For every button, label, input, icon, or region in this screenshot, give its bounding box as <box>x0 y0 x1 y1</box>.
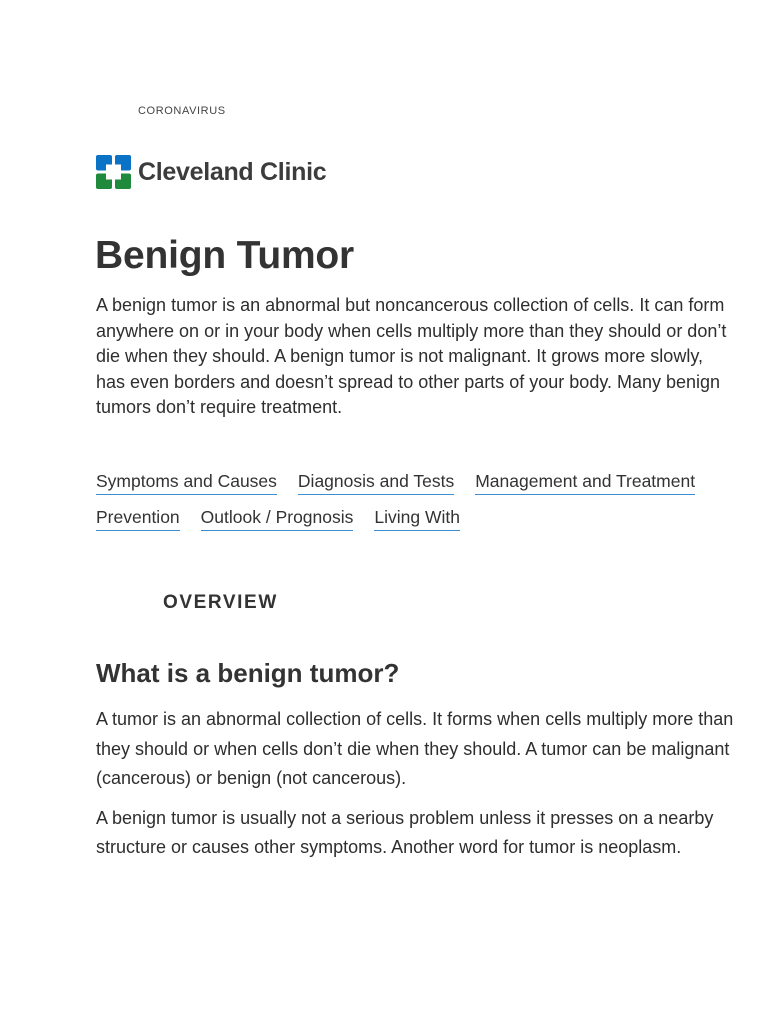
body-paragraph: A tumor is an abnormal collection of cells. It forms when cells multiply more than they should or when cells don’t die when they should. A tumor can be malignant (cancerous) or benign (not cancerous). <box>96 709 734 788</box>
section-heading: What is a benign tumor? <box>96 658 400 688</box>
logo-wordmark: Cleveland Clinic <box>138 157 327 186</box>
toc-link-management-and-treatment[interactable]: Management and Treatment <box>475 470 695 495</box>
section-label-overview: OVERVIEW <box>163 592 278 613</box>
page-title: Benign Tumor <box>95 234 355 277</box>
cleveland-clinic-cross-icon <box>96 155 131 189</box>
article-body <box>96 705 736 873</box>
toc-link-symptoms-and-causes[interactable]: Symptoms and Causes <box>96 470 277 495</box>
toc-link-prevention[interactable]: Prevention <box>96 506 180 531</box>
table-of-contents <box>96 470 746 531</box>
cleveland-clinic-logo[interactable] <box>96 155 326 189</box>
toc-link-diagnosis-and-tests[interactable]: Diagnosis and Tests <box>298 470 454 495</box>
toc-link-outlook-prognosis[interactable]: Outlook / Prognosis <box>201 506 354 531</box>
intro-paragraph: A benign tumor is an abnormal but noncancerous collection of cells. It can form anywhere on or in your body when cells multiply more than they should or don’t die when they should. A benign tumor is not malignant. It grows more slowly, has even borders and doesn’t spread to other parts of your body. Many benign tumors don’t require treatment. <box>96 295 727 417</box>
body-paragraph: A benign tumor is usually not a serious problem unless it presses on a nearby structure or causes other symptoms. Another word for tumor is neoplasm. <box>96 807 714 857</box>
toc-link-living-with[interactable]: Living With <box>374 506 460 531</box>
coronavirus-link[interactable]: CORONAVIRUS <box>138 105 226 117</box>
